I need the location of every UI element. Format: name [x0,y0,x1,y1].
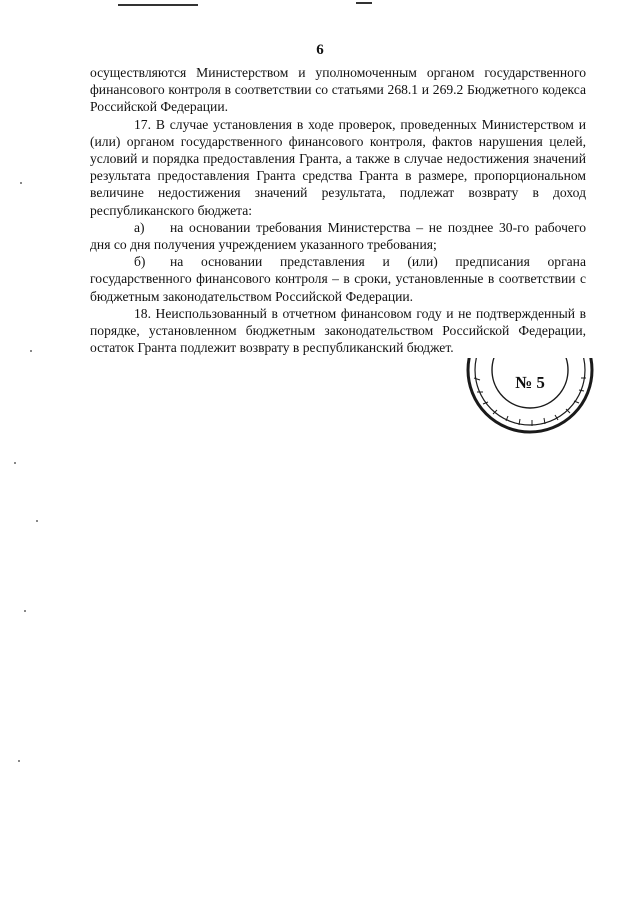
official-seal-stamp [464,358,596,440]
scan-speck [24,610,26,612]
scan-speck [20,182,22,184]
list-item-b [90,253,586,305]
page-number: 6 [316,42,324,58]
scan-speck [18,760,20,762]
list-item-text: на основании представления и (или) предписания органа государственного финансового контроля – в сроки, установленные в соответствии с бюджетным законодательством Российской Федерации. [90,254,586,304]
scan-speck [14,462,16,464]
list-item-a [90,219,586,253]
document-body [90,64,586,356]
paragraph-intro: осуществляются Министерством и уполномоченным органом государственного финансового контроля в соответствии со статьями 268.1 и 269.2 Бюджетного кодекса Российской Федерации. [90,65,586,115]
scan-artifact [356,2,372,4]
scan-artifact [118,4,198,6]
list-marker: а) [134,219,145,235]
scan-speck [36,520,38,522]
list-marker: б) [134,254,146,270]
scan-speck [30,350,32,352]
paragraph-17: 17. В случае установления в ходе проверок, проведенных Министерством и (или) органом государственного финансового контроля, фактов нарушения целей, условий и порядка предоставления Гранта, а также в случае недостижения значений результата предоставления Гранта средства Гранта в размере, пропорциональном величине недостижения значений результата, подлежат возврату в доход республиканского бюджета: [90,116,586,218]
seal-number: № 5 [515,373,545,392]
paragraph-18: 18. Неиспользованный в отчетном финансовом году и не подтвержденный в порядке, установленном бюджетным законодательством Российской Федерации, остаток Гранта подлежит возврату в республиканский бюджет. [90,305,586,356]
list-item-text: на основании требования Министерства – не позднее 30-го рабочего дня со дня получения учреждением указанного требования; [90,219,586,253]
